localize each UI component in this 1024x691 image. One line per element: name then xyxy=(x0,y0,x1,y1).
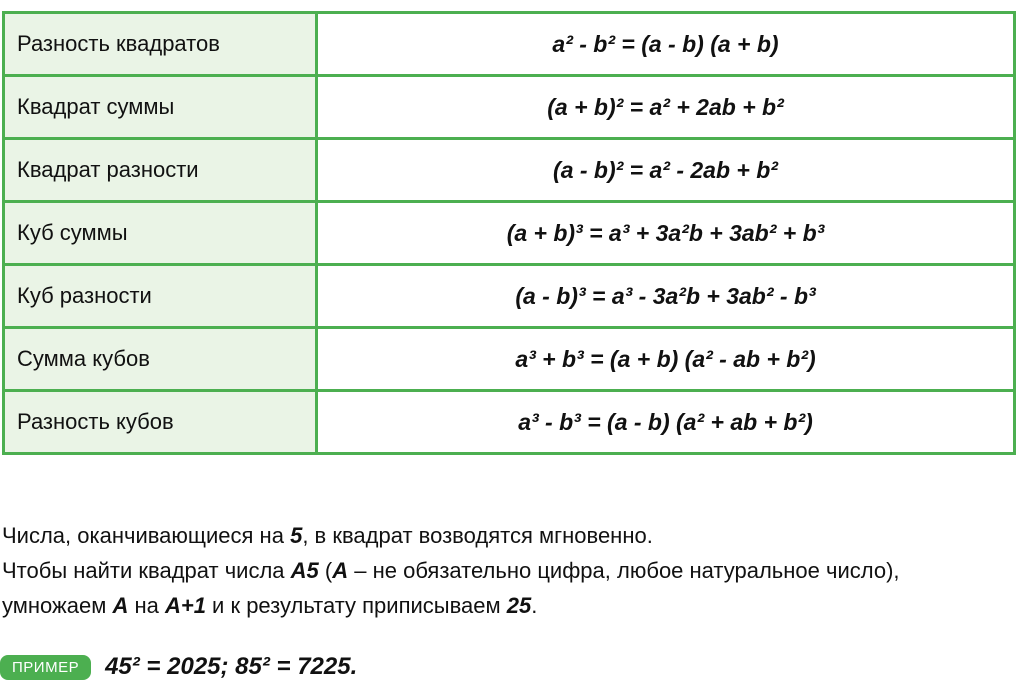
table-row xyxy=(4,139,1015,202)
formula-cell: a³ - b³ = (a - b) (a² + ab + b²) xyxy=(317,391,1015,454)
formula-name-cell: Разность квадратов xyxy=(4,13,317,76)
explanation-text xyxy=(2,518,1020,623)
example-row xyxy=(0,650,357,684)
table-row xyxy=(4,391,1015,454)
text-span: , в квадрат возводятся мгновенно. xyxy=(302,523,653,548)
text-span: Чтобы найти квадрат числа xyxy=(2,558,291,583)
text-span: умножаем xyxy=(2,593,113,618)
text-span: ( xyxy=(318,558,333,583)
emphasis: 5 xyxy=(290,523,303,548)
formula-cell: (a - b)³ = a³ - 3a²b + 3ab² - b³ xyxy=(317,265,1015,328)
formula-cell: (a - b)² = a² - 2ab + b² xyxy=(317,139,1015,202)
emphasis: A+1 xyxy=(164,593,206,618)
formula-name-cell: Квадрат разности xyxy=(4,139,317,202)
formula-cell: a² - b² = (a - b) (a + b) xyxy=(317,13,1015,76)
formula-name-cell: Разность кубов xyxy=(4,391,317,454)
example-formula: 45² = 2025; 85² = 7225. xyxy=(105,653,358,680)
text-span: Числа, оканчивающиеся на xyxy=(2,523,291,548)
formula-name-cell: Куб суммы xyxy=(4,202,317,265)
table-row xyxy=(4,202,1015,265)
text-span: – не обязательно цифра, любое натуральное число), xyxy=(348,558,900,583)
emphasis: A xyxy=(112,593,129,618)
formula-cell: a³ + b³ = (a + b) (a² - ab + b²) xyxy=(317,328,1015,391)
example-badge: ПРИМЕР xyxy=(0,655,91,680)
emphasis: A5 xyxy=(290,558,319,583)
table-row xyxy=(4,328,1015,391)
emphasis: 25 xyxy=(506,593,532,618)
table-row xyxy=(4,265,1015,328)
text-span: на xyxy=(128,593,165,618)
formula-name-cell: Куб разности xyxy=(4,265,317,328)
formula-cell: (a + b)³ = a³ + 3a²b + 3ab² + b³ xyxy=(317,202,1015,265)
text-span: . xyxy=(531,593,538,618)
explanation-line-2 xyxy=(2,553,1020,588)
text-span: и к результату приписываем xyxy=(205,593,507,618)
explanation-line-1 xyxy=(2,518,1020,553)
formula-name-cell: Сумма кубов xyxy=(4,328,317,391)
explanation-line-3 xyxy=(2,588,1020,623)
formula-name-cell: Квадрат суммы xyxy=(4,76,317,139)
formulas-table xyxy=(2,11,1016,455)
formula-cell: (a + b)² = a² + 2ab + b² xyxy=(317,76,1015,139)
table-row xyxy=(4,13,1015,76)
table-row xyxy=(4,76,1015,139)
emphasis: A xyxy=(332,558,349,583)
